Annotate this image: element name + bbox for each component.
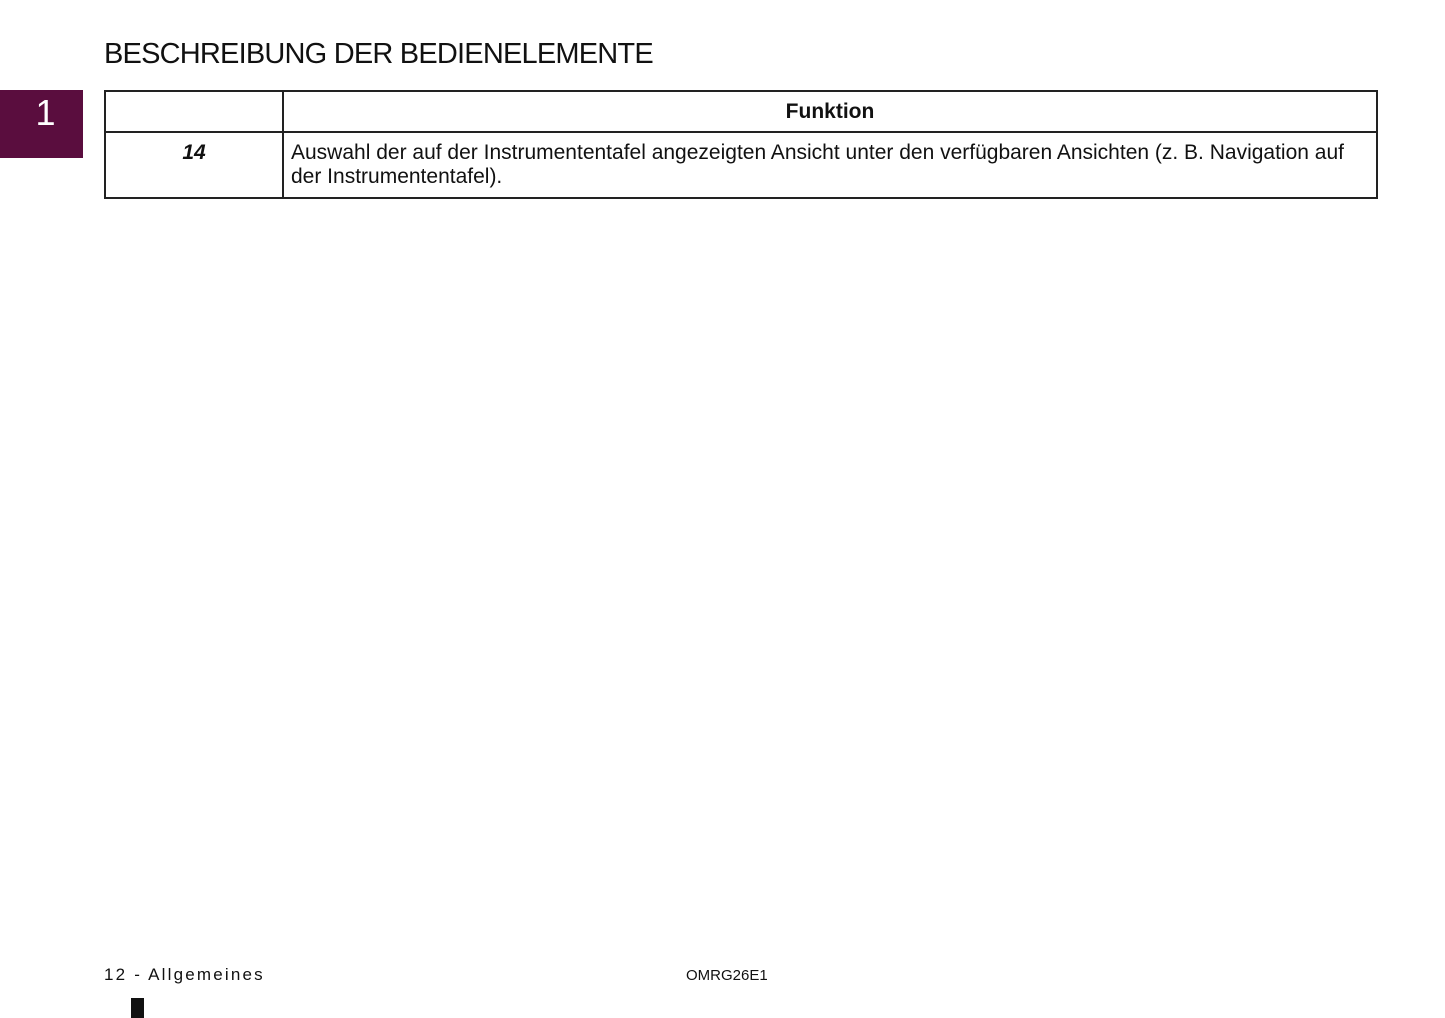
chapter-tab bbox=[0, 90, 83, 158]
row-description: Auswahl der auf der Instrumententafel angezeigten Ansicht unter den verfügbaren Ansichten (z. B. Navigation auf der Instrumententafel). bbox=[283, 132, 1377, 198]
footer-marker bbox=[131, 998, 144, 1018]
column-header-function: Funktion bbox=[283, 91, 1377, 132]
footer-document-code: OMRG26E1 bbox=[686, 967, 768, 984]
row-number: 14 bbox=[105, 132, 283, 198]
page-title: BESCHREIBUNG DER BEDIENELEMENTE bbox=[104, 38, 653, 70]
controls-table bbox=[104, 90, 1378, 199]
table-row bbox=[105, 132, 1377, 198]
table-header-row bbox=[105, 91, 1377, 132]
footer-page-label: 12 - Allgemeines bbox=[104, 965, 265, 984]
column-header-number bbox=[105, 91, 283, 132]
chapter-number: 1 bbox=[35, 92, 56, 133]
